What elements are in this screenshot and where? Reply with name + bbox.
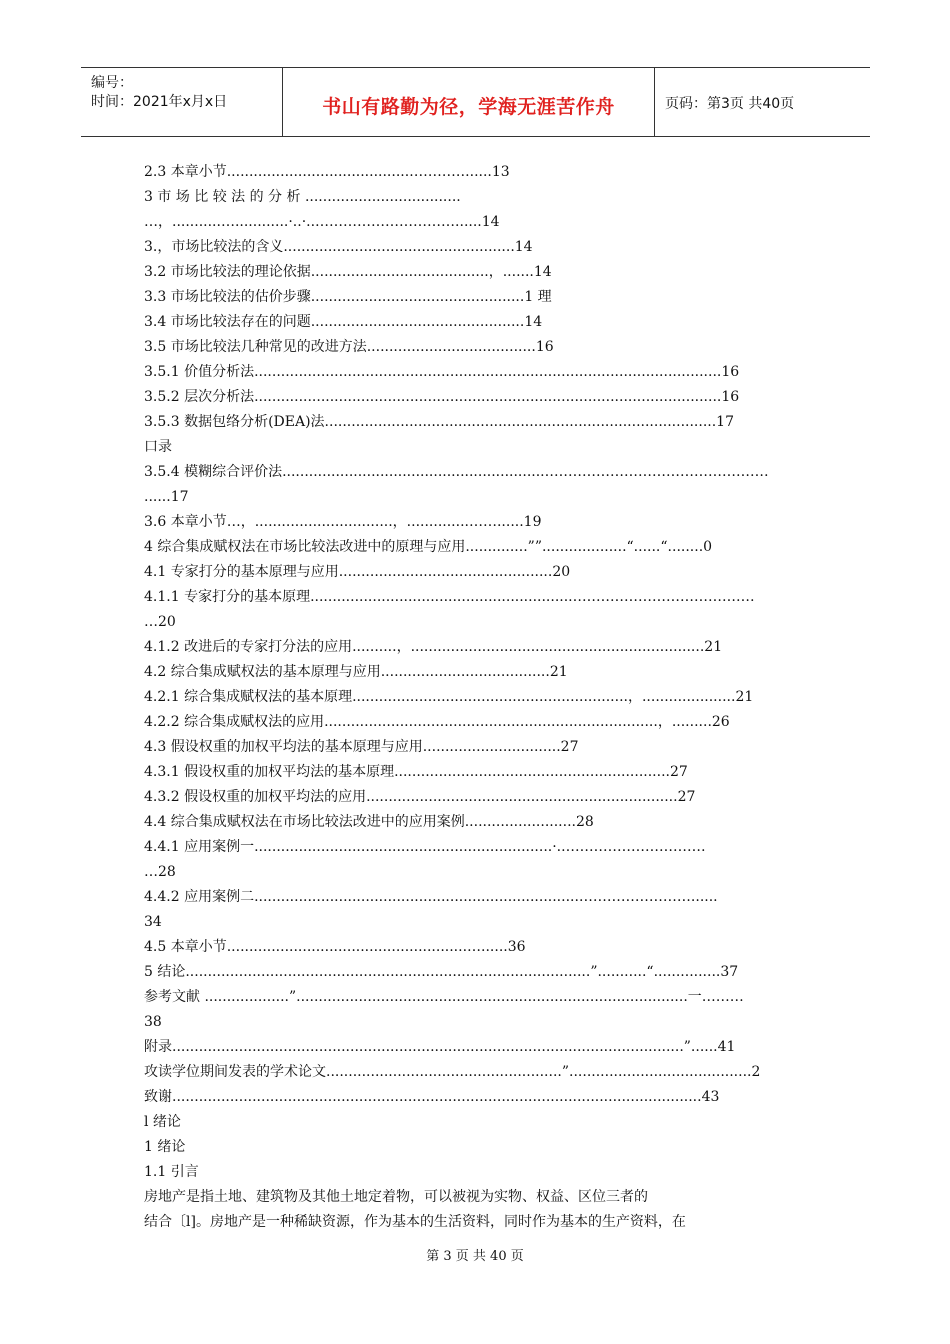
text-line: 3.5.2 层次分析法.........................................................................................................16: [144, 389, 740, 405]
motto: 书山有路勤为径，学海无涯苦作舟: [322, 95, 615, 118]
text-line: 3.5 市场比较法几种常见的改进方法......................................16: [144, 339, 554, 355]
text-line: 38: [144, 1014, 162, 1030]
text-line: 3.6 本章小节…，...............................，..............……......19: [144, 514, 542, 530]
text-line: 4.3 假设权重的加权平均法的基本原理与应用...............................27: [144, 739, 579, 755]
text-line: 1 绪论: [144, 1139, 186, 1155]
text-line: 4.5 本章小节......................................................…......36: [144, 939, 526, 955]
text-line: 34: [144, 914, 162, 930]
text-line: 口录: [144, 439, 172, 455]
text-line: 4.2.1 综合集成赋权法的基本原理..............................................................，.....................21: [144, 689, 754, 705]
document-body: [144, 160, 810, 1235]
text-line: 附录...................................................................................................................”......41: [144, 1039, 736, 1055]
text-line: 3 市 场 比 较 法 的 分 析 ...................................: [144, 189, 461, 205]
header-motto-cell: [283, 68, 655, 136]
header-meta-cell: [81, 68, 283, 136]
text-line: 4.1 专家打分的基本原理与应用................................................20: [144, 564, 571, 580]
text-line: 房地产是指土地、建筑物及其他土地定着物，可以被视为实物、权益、区位三者的: [144, 1189, 648, 1205]
text-line: …28: [144, 864, 176, 880]
text-line: ......17: [144, 489, 189, 505]
text-line: 4.1.2 改进后的专家打分法的应用..........，..................................................................21: [144, 639, 723, 655]
text-line: 3.2 市场比较法的理论依据........................................，.......14: [144, 264, 552, 280]
text-line: 4.4.2 应用案例二.........................................................................……………………......: [144, 889, 718, 905]
text-line: 4.2 综合集成赋权法的基本原理与应用......................................21: [144, 664, 568, 680]
text-line: 1.1 引言: [144, 1164, 199, 1180]
text-line: 参考文献 ...................”........................................................................................一………: [144, 989, 744, 1005]
page-header: [81, 67, 870, 137]
header-page-cell: [655, 68, 870, 136]
text-line: 攻读学位期间发表的学术论文.....................................................”.........................................2: [144, 1064, 761, 1080]
page-info: 页码：第3页 共40页: [665, 96, 795, 112]
text-line: 4.3.1 假设权重的加权平均法的基本原理..............................................................27: [144, 764, 688, 780]
text-line: 3.5.3 数据包络分析(DEA)法........................................................................................17: [144, 414, 734, 430]
text-line: 2.3 本章小节.........................................…………......13: [144, 164, 510, 180]
text-line: 3.5.1 价值分析法.........................................................................................................16: [144, 364, 740, 380]
text-line: …，...........…............·..·..…………………………......14: [144, 214, 500, 230]
text-line: 4.3.2 假设权重的加权平均法的应用......................................................................27: [144, 789, 696, 805]
text-line: 4.1.1 专家打分的基本原理...........................................................…………………………………: [144, 589, 755, 605]
text-line: 3.3 市场比较法的估价步骤................................................1 理: [144, 289, 552, 305]
text-line: 5 结论...........................................................................................”...........“...............37: [144, 964, 739, 980]
text-line: 4.4 综合集成赋权法在市场比较法改进中的应用案例.........................28: [144, 814, 594, 830]
code-label: 编号：: [91, 75, 133, 91]
text-line: 致谢.......................................................................................................................43: [144, 1089, 720, 1105]
page-footer: 第 3 页 共 40 页: [426, 1249, 524, 1264]
text-line: 4.4.1 应用案例一...................................................................·..…………………………: [144, 839, 706, 855]
text-line: 3.4 市场比较法存在的问题................................................14: [144, 314, 543, 330]
time-label: 时间：2021年x月x日: [91, 94, 228, 110]
text-line: 3.，市场比较法的含义....................................................14: [144, 239, 533, 255]
text-line: 3.5.4 模糊综合评价法...........................................................…………………………………………: [144, 464, 769, 480]
text-line: 4 综合集成赋权法在市场比较法改进中的原理与应用..............””...................“......“........0: [144, 539, 713, 555]
text-line: 4.2.2 综合集成赋权法的应用...........................................................................，.........26: [144, 714, 730, 730]
text-line: 结合〔l]。房地产是一种稀缺资源，作为基本的生活资料，同时作为基本的生产资料，在: [144, 1214, 686, 1230]
text-line: …20: [144, 614, 176, 630]
text-line: l 绪论: [144, 1114, 181, 1130]
